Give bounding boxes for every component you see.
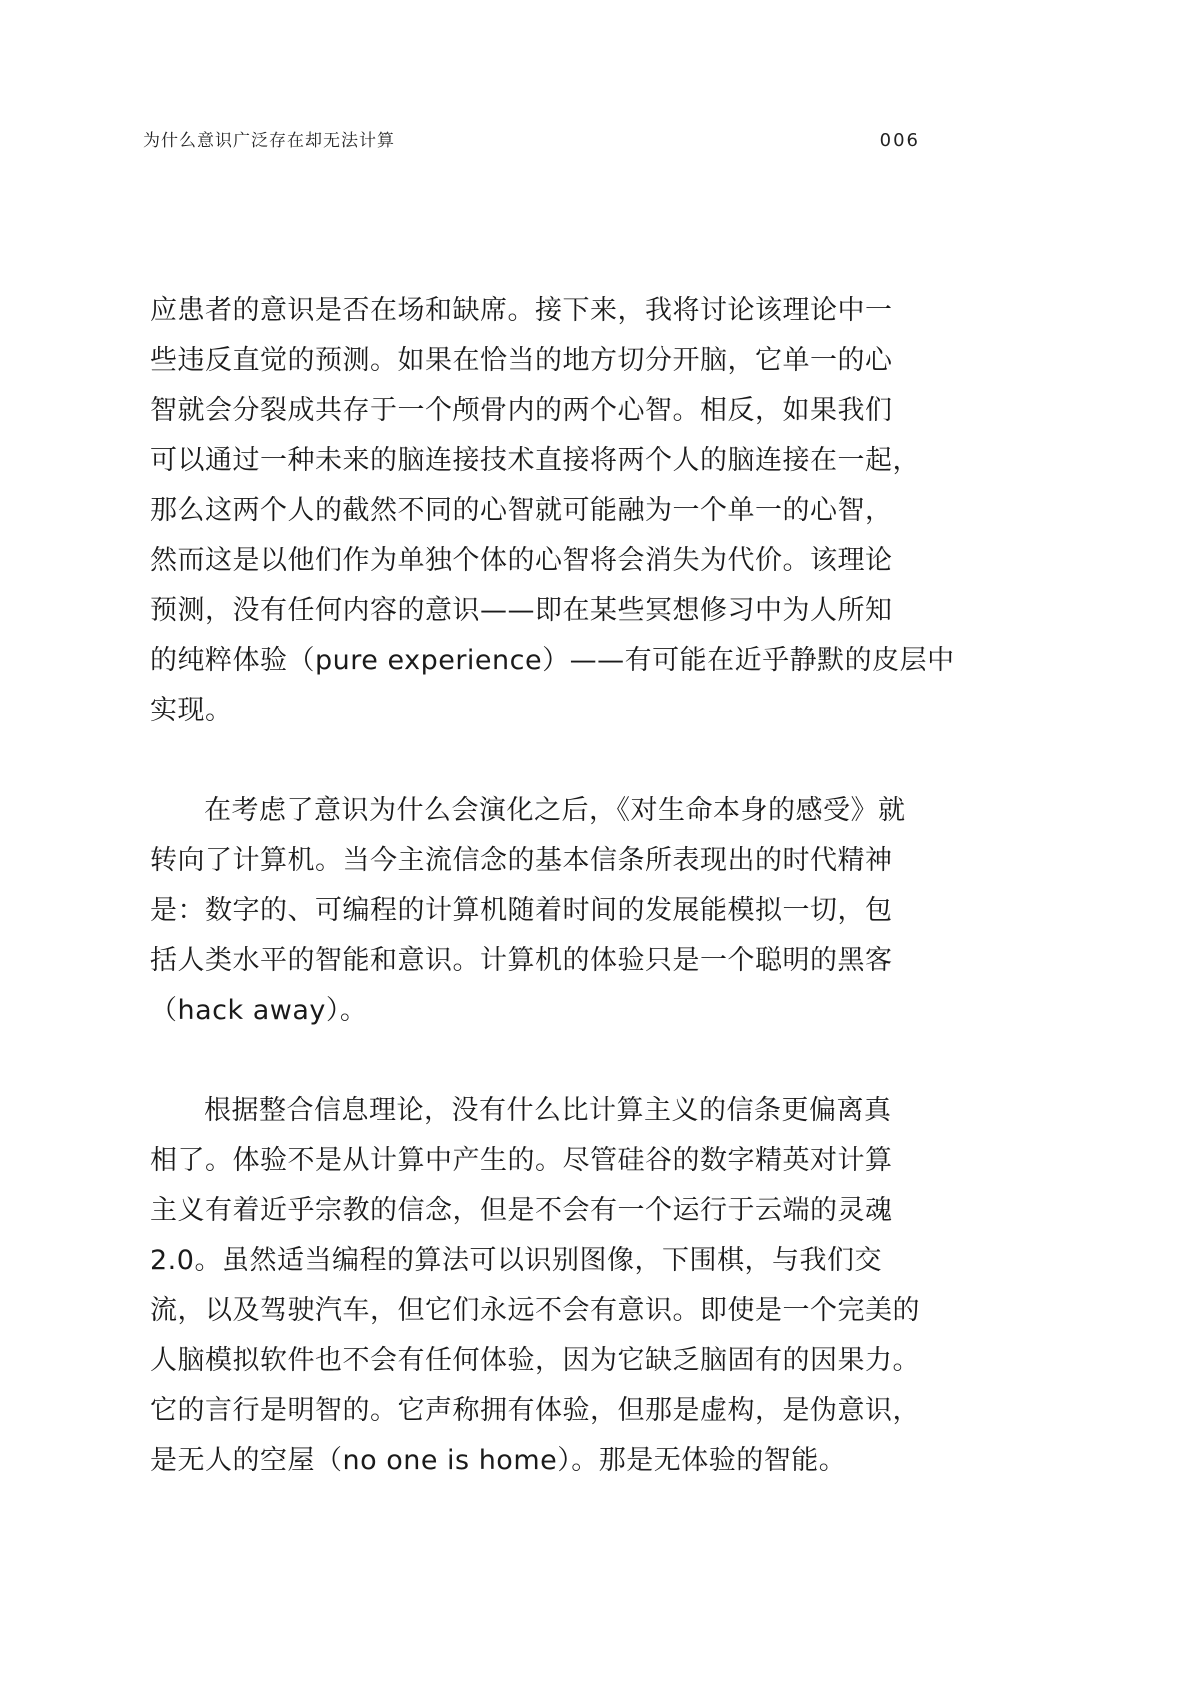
page-number: 006: [879, 130, 920, 151]
text-line: 实现。: [150, 695, 233, 726]
paragraph-2: [150, 786, 934, 1036]
text-line: 2.0。虽然适当编程的算法可以识别图像，下围棋，与我们交: [150, 1245, 882, 1276]
text-line: 是：数字的、可编程的计算机随着时间的发展能模拟一切，包: [150, 895, 893, 926]
text-line: 在考虑了意识为什么会演化之后，《对生命本身的感受》就: [204, 795, 906, 826]
text-line: 它的言行是明智的。它声称拥有体验，但那是虚构，是伪意识，: [150, 1395, 920, 1426]
running-header: [143, 126, 920, 151]
text-line: 然而这是以他们作为单独个体的心智将会消失为代价。该理论: [150, 545, 893, 576]
text-line: 可以通过一种未来的脑连接技术直接将两个人的脑连接在一起，: [150, 445, 920, 476]
text-line: 的纯粹体验（pure experience）——有可能在近乎静默的皮层中: [150, 645, 955, 676]
text-line: 括人类水平的智能和意识。计算机的体验只是一个聪明的黑客: [150, 945, 893, 976]
text-line: 主义有着近乎宗教的信念，但是不会有一个运行于云端的灵魂: [150, 1195, 893, 1226]
paragraph-3: [150, 1086, 934, 1486]
text-line: 些违反直觉的预测。如果在恰当的地方切分开脑，它单一的心: [150, 345, 893, 376]
text-line: 根据整合信息理论，没有什么比计算主义的信条更偏离真: [204, 1095, 892, 1126]
text-line: （hack away）。: [150, 995, 368, 1026]
text-line: 是无人的空屋（no one is home）。那是无体验的智能。: [150, 1445, 847, 1476]
text-line: 人脑模拟软件也不会有任何体验，因为它缺乏脑固有的因果力。: [150, 1345, 920, 1376]
running-title: 为什么意识广泛存在却无法计算: [143, 131, 395, 151]
text-line: 转向了计算机。当今主流信念的基本信条所表现出的时代精神: [150, 845, 893, 876]
text-line: 那么这两个人的截然不同的心智就可能融为一个单一的心智，: [150, 495, 893, 526]
text-line: 流，以及驾驶汽车，但它们永远不会有意识。即使是一个完美的: [150, 1295, 920, 1326]
text-line: 应患者的意识是否在场和缺席。接下来，我将讨论该理论中一: [150, 295, 893, 326]
text-line: 智就会分裂成共存于一个颅骨内的两个心智。相反，如果我们: [150, 395, 893, 426]
paragraph-1: [150, 286, 955, 736]
text-line: 相了。体验不是从计算中产生的。尽管硅谷的数字精英对计算: [150, 1145, 893, 1176]
body-text: [150, 286, 955, 1486]
text-line: 预测，没有任何内容的意识——即在某些冥想修习中为人所知: [150, 595, 893, 626]
